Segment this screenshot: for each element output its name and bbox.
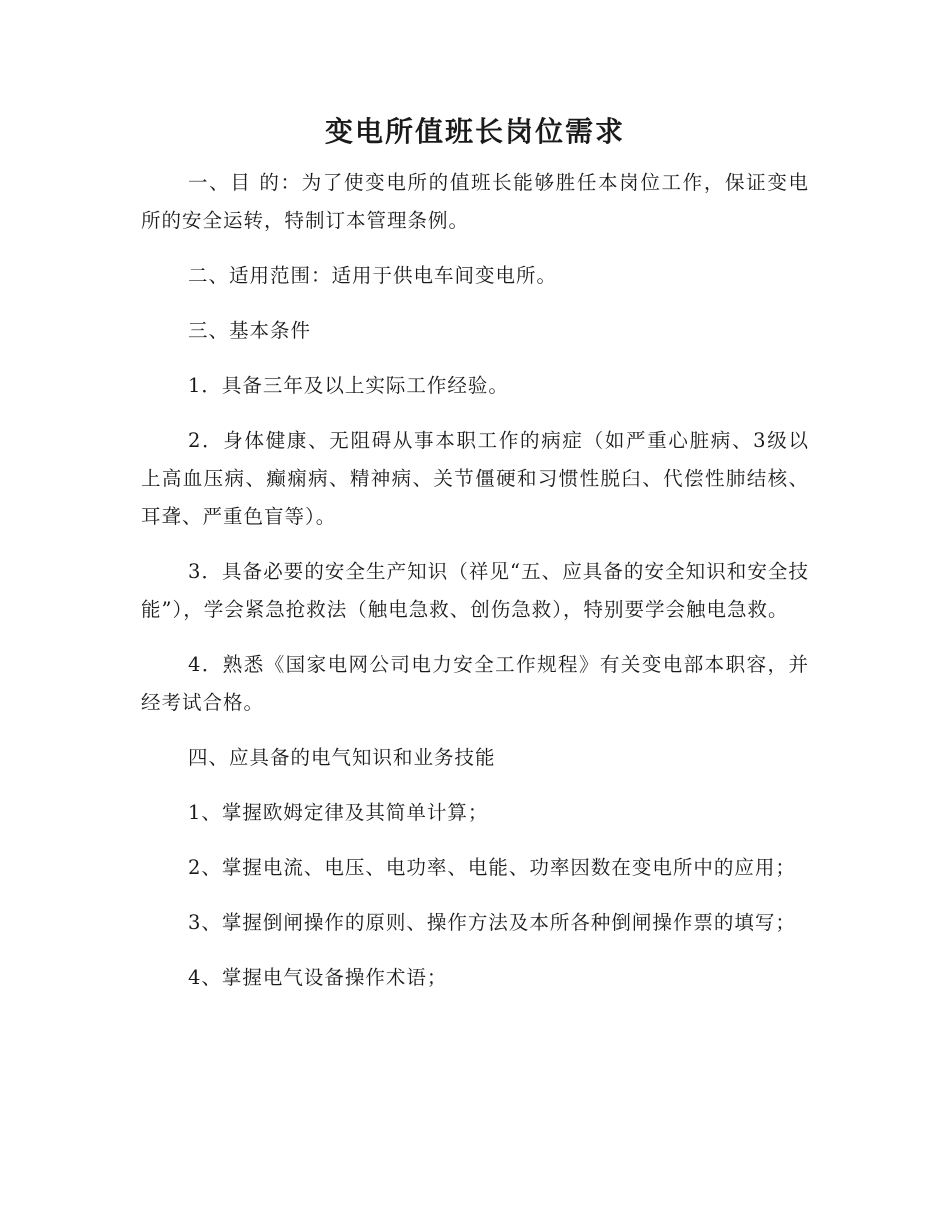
document-body	[141, 164, 809, 1014]
section-heading-skills: 四、应具备的电气知识和业务技能	[188, 746, 496, 769]
paragraph-skill-2: 2、掌握电流、电压、电功率、电能、功率因数在变电所中的应用；	[188, 856, 796, 879]
paragraph-condition-3: 3．具备必要的安全生产知识（祥见“五、应具备的安全知识和安全技能”），学会紧急抢救法（触电急救、创伤急救），特别要学会触电急救。	[141, 560, 809, 621]
paragraph-skill-1: 1、掌握欧姆定律及其简单计算；	[188, 801, 489, 824]
paragraph-condition-1: 1．具备三年及以上实际工作经验。	[188, 374, 509, 397]
paragraph-condition-4: 4．熟悉《国家电网公司电力安全工作规程》有关变电部本职容，并经考试合格。	[141, 653, 809, 714]
paragraph-skill-4: 4、掌握电气设备操作术语；	[188, 966, 448, 989]
section-heading-basic-conditions: 三、基本条件	[188, 319, 312, 342]
paragraph-purpose: 一、目 的：为了使变电所的值班长能够胜任本岗位工作，保证变电所的安全运转，特制订本管理条例。	[141, 171, 809, 232]
paragraph-condition-2: 2．身体健康、无阻碍从事本职工作的病症（如严重心脏病、3级以上高血压病、癫痫病、精神病、关节僵硬和习惯性脱臼、代偿性肺结核、耳聋、严重色盲等）。	[141, 429, 809, 528]
paragraph-scope: 二、适用范围：适用于供电车间变电所。	[188, 264, 558, 287]
paragraph-skill-3: 3、掌握倒闸操作的原则、操作方法及本所各种倒闸操作票的填写；	[188, 911, 796, 934]
document-title: 变电所值班长岗位需求	[324, 115, 625, 148]
